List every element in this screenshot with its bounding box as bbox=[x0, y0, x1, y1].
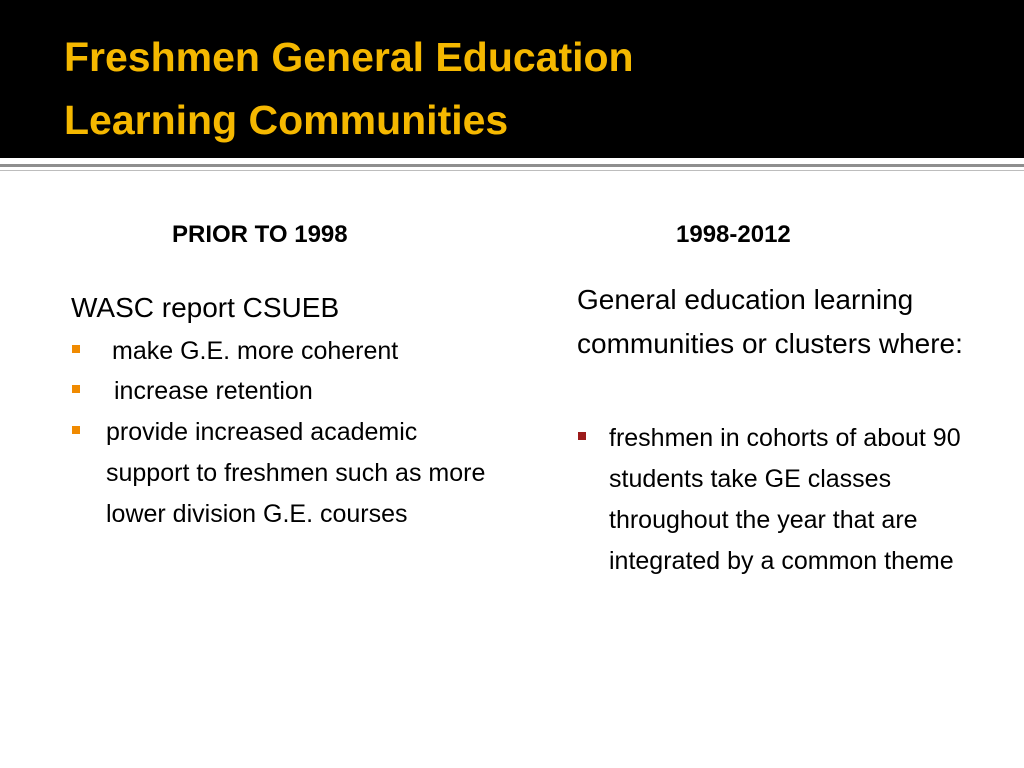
title-banner bbox=[0, 0, 1024, 158]
left-bullet-text: make G.E. more coherent bbox=[112, 337, 399, 365]
slide-title-line-2: Learning Communities bbox=[64, 97, 509, 143]
left-intro-text: WASC report CSUEB bbox=[71, 292, 340, 323]
left-bullet-item bbox=[106, 412, 496, 535]
square-bullet-icon bbox=[72, 385, 80, 393]
divider-thin bbox=[0, 170, 1024, 171]
slide-title-line-1: Freshmen General Education bbox=[64, 34, 634, 80]
left-bullet-text: increase retention bbox=[114, 377, 313, 405]
right-bullet-item bbox=[609, 418, 979, 582]
divider-thick bbox=[0, 164, 1024, 167]
left-bullet-text: provide increased academic support to freshmen such as more lower division G.E. courses bbox=[106, 418, 486, 528]
left-bullet-item bbox=[114, 371, 313, 412]
left-bullet-item bbox=[112, 331, 398, 372]
right-bullet-text: freshmen in cohorts of about 90 students take GE classes throughout the year that are integrated by a common theme bbox=[609, 424, 961, 575]
left-column-heading: PRIOR TO 1998 bbox=[172, 221, 348, 248]
square-bullet-icon bbox=[72, 345, 80, 353]
right-intro-text: General education learning communities or clusters where: bbox=[577, 284, 963, 359]
square-bullet-icon bbox=[72, 426, 80, 434]
right-column-heading: 1998-2012 bbox=[676, 221, 791, 248]
square-bullet-icon bbox=[578, 432, 586, 440]
